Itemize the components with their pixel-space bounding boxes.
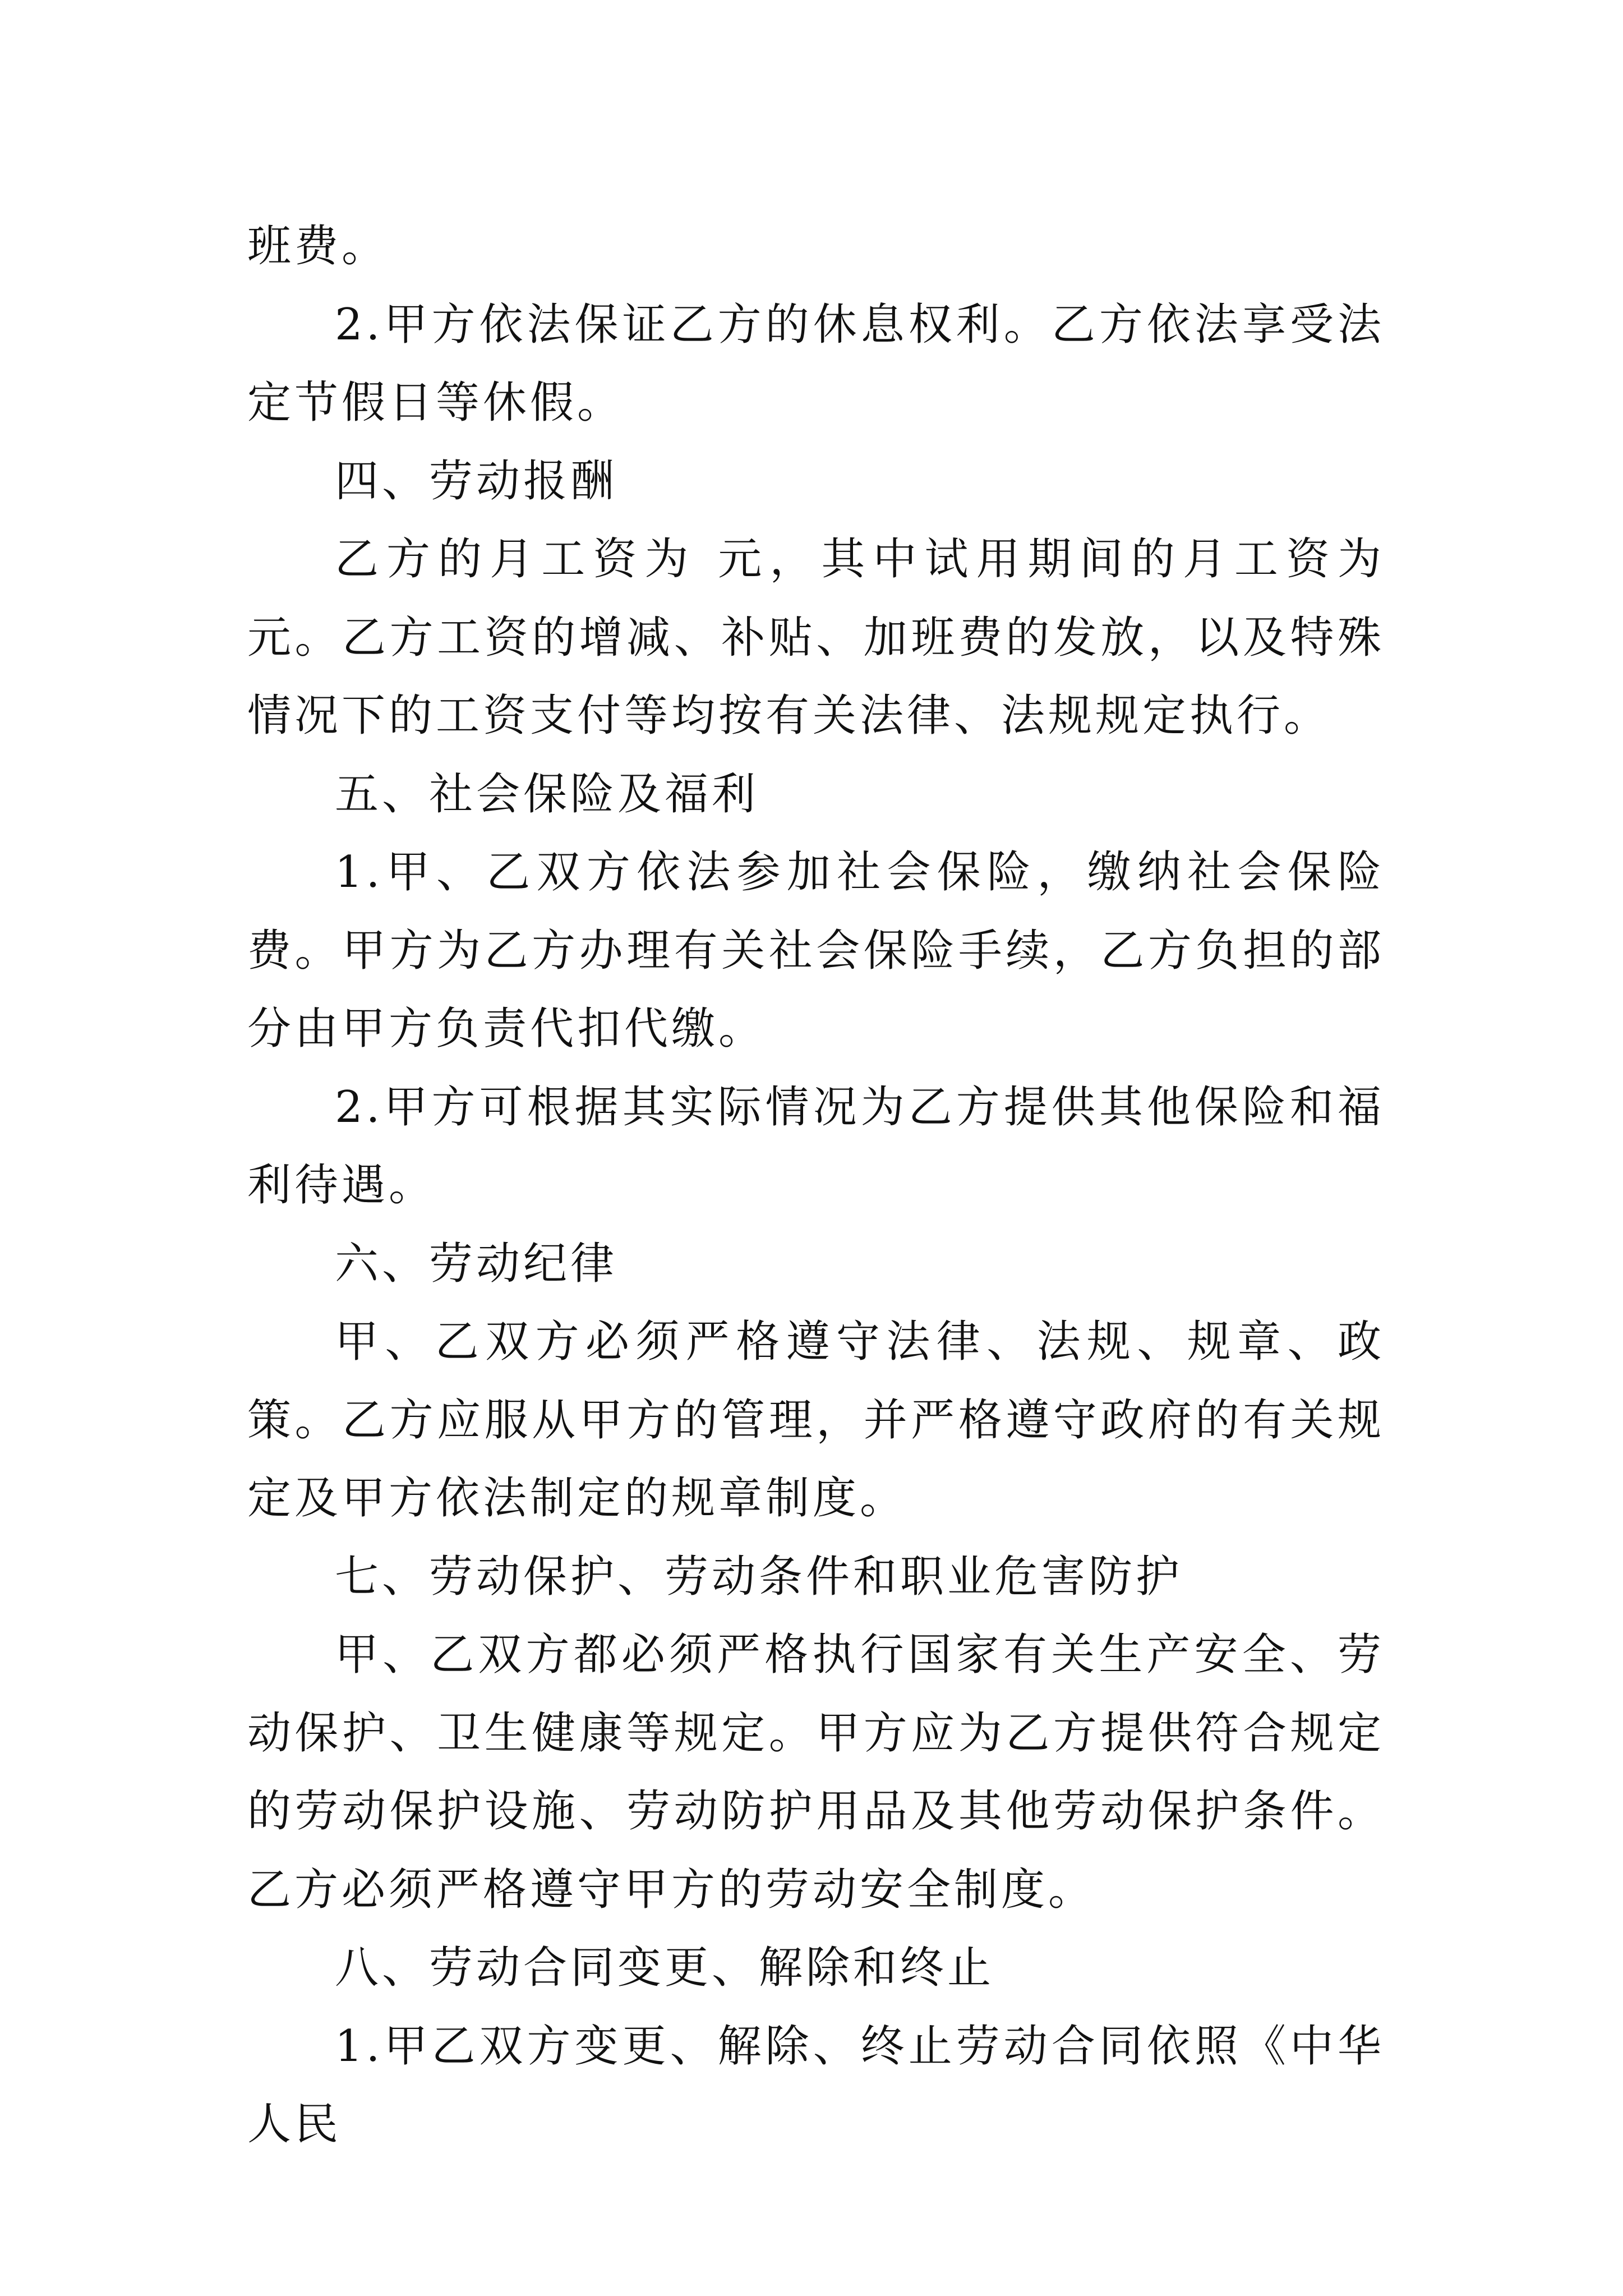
paragraph-rest-rights: 2.甲方依法保证乙方的休息权利。乙方依法享受法定节假日等休假。 — [247, 299, 1385, 428]
paragraph-discipline: 甲、乙双方必须严格遵守法律、法规、规章、政策。乙方应服从甲方的管理，并严格遵守政府的有关规定及甲方依法制定的规章制度。 — [247, 1317, 1385, 1524]
paragraph-insurance-contributions: 1.甲、乙双方依法参加社会保险，缴纳社会保险费。甲方为乙方办理有关社会保险手续，乙方负担的部分由甲方负责代扣代缴。 — [247, 847, 1385, 1054]
section-heading-contract-changes: 八、劳动合同变更、解除和终止 — [335, 1943, 995, 1993]
paragraph-continuation: 班费。 — [247, 221, 389, 272]
paragraph-salary: 乙方的月工资为 元，其中试用期间的月工资为 元。乙方工资的增减、补贴、加班费的发放，以及特殊情况下的工资支付等均按有关法律、法规规定执行。 — [247, 534, 1385, 741]
section-heading-labor-protection: 七、劳动保护、劳动条件和职业危害防护 — [335, 1551, 1183, 1602]
section-heading-remuneration: 四、劳动报酬 — [335, 455, 618, 507]
section-heading-discipline: 六、劳动纪律 — [335, 1238, 618, 1289]
paragraph-contract-changes: 1.甲乙双方变更、解除、终止劳动合同依照《中华人民 — [247, 2021, 1385, 2150]
section-heading-social-insurance: 五、社会保险及福利 — [335, 769, 759, 820]
paragraph-labor-protection: 甲、乙双方都必须严格执行国家有关生产安全、劳动保护、卫生健康等规定。甲方应为乙方提供符合规定的劳动保护设施、劳动防护用品及其他劳动保护条件。乙方必须严格遵守甲方的劳动安全制度。 — [247, 1630, 1385, 1915]
document-body — [247, 208, 1385, 2164]
paragraph-other-benefits: 2.甲方可根据其实际情况为乙方提供其他保险和福利待遇。 — [247, 1082, 1385, 1211]
